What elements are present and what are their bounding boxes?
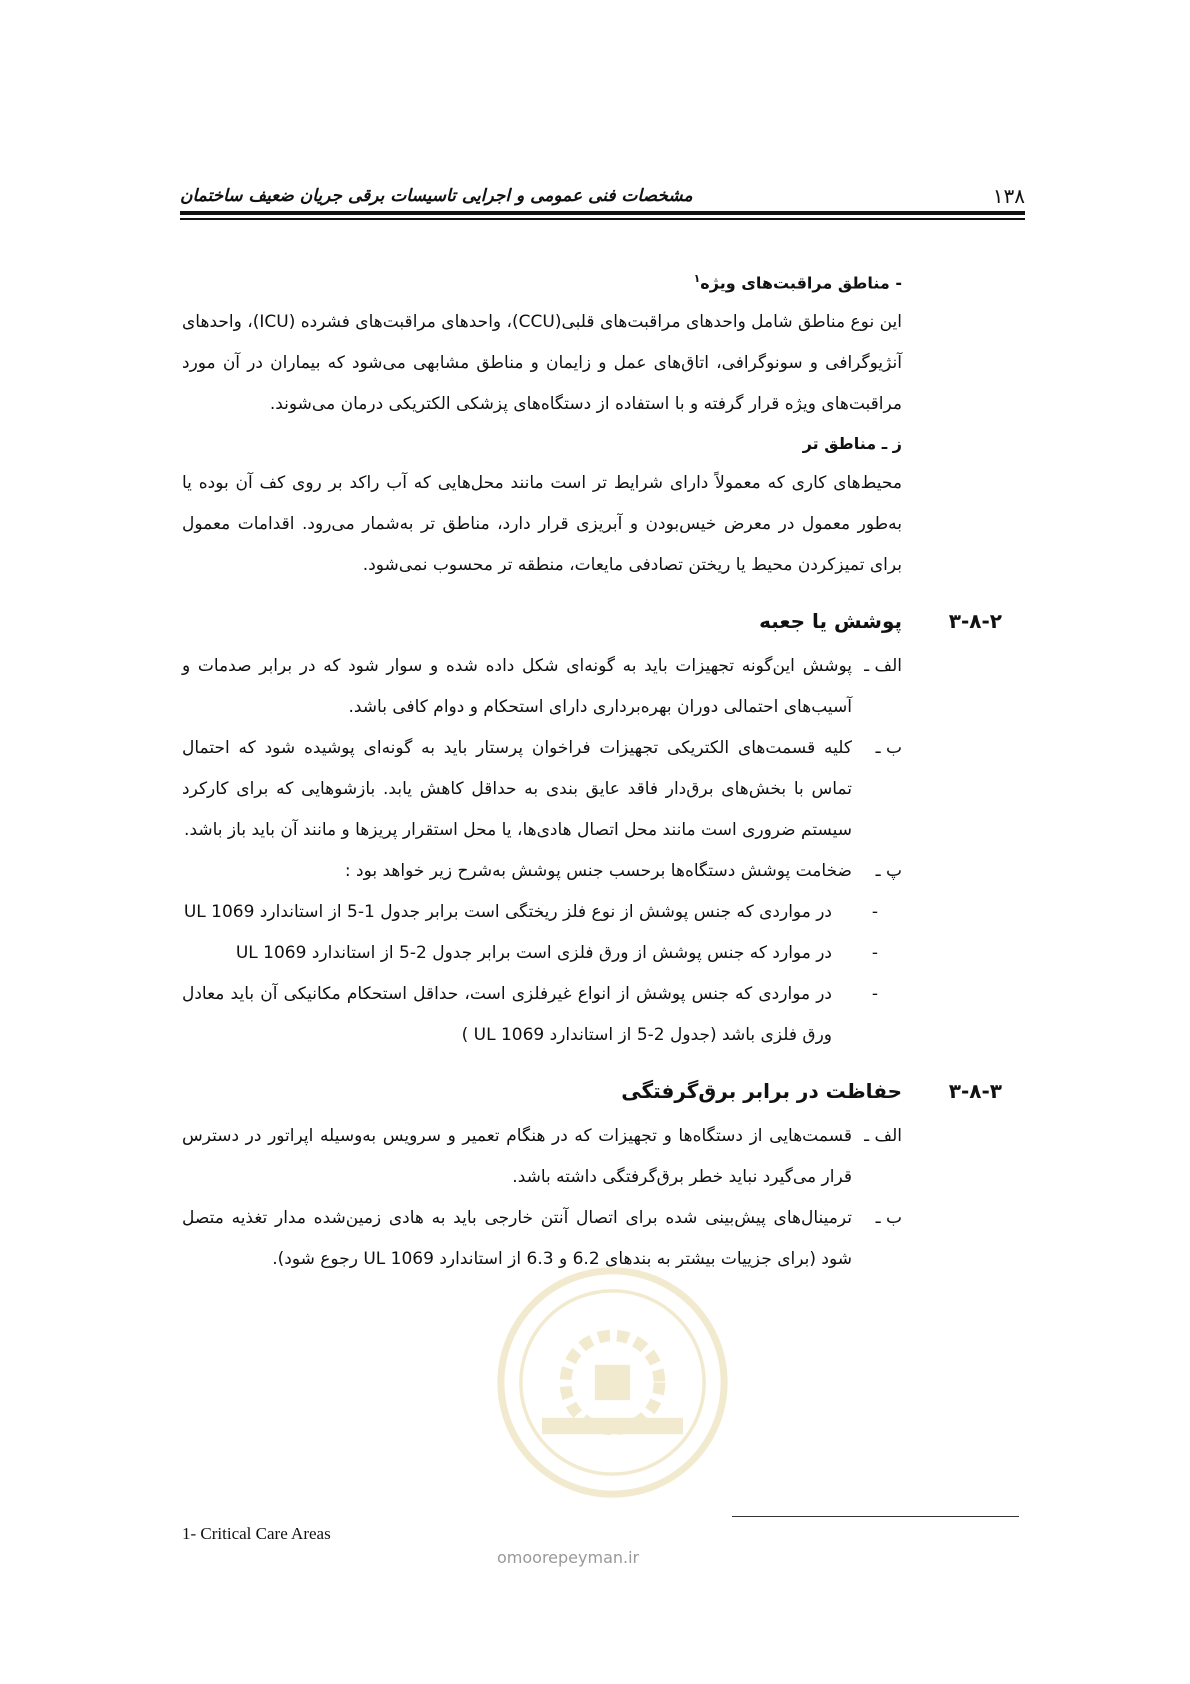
section-3-8-2-heading	[182, 600, 1002, 642]
watermark-seal-icon	[495, 1265, 730, 1500]
list-item: ب ـ ترمینال‌های پیش‌بینی شده برای اتصال آنتن خارجی باید به هادی زمین‌شده مدار تغذیه متصل شود (برای جزییات بیشتر به بندهای 6.2 و 6.3 از استاندارد UL 1069 رجوع شود).	[182, 1208, 902, 1270]
list-item: ب ـ کلیه قسمت‌های الکتریکی تجهیزات فراخوان پرستار باید به گونه‌ای پوشیده شود که احتمال تماس با بخش‌های برق‌دار فاقد عایق بندی به حداقل کاهش یابد. بازشوهایی که برای کارکرد سیستم ضروری است مانند محل اتصال هادی‌ها، یا محل استقرار پریزها و مانند آن باید باز باشد.	[182, 738, 902, 841]
page-number: ۱۳۸	[992, 184, 1025, 208]
list-item: - در مواردی که جنس پوشش از انواع غیرفلزی است، حداقل استحکام مکانیکی آن باید معادل ورق فلزی باشد (جدول 2-5 از استاندارد UL 1069 )	[182, 984, 878, 1046]
wet-areas-heading: ز ـ مناطق تر	[802, 434, 902, 454]
header-rule-thick	[180, 211, 1025, 215]
watermark-text: omoorepeyman.ir	[497, 1548, 640, 1567]
header-title: مشخصات فنی عمومی و اجرایی تاسیسات برقی جریان ضعیف ساختمان	[180, 186, 693, 206]
section-title: حفاظت در برابر برق‌گرفتگی	[621, 1079, 902, 1104]
list-item: الف ـ پوشش این‌گونه تجهیزات باید به گونه‌ای شکل داده شده و سوار شود که در برابر صدمات و آسیب‌های احتمالی دوران بهره‌برداری دارای استحکام و دوام کافی باشد.	[182, 656, 902, 718]
section-title: پوشش یا جعبه	[759, 609, 902, 634]
footnote-rule	[732, 1516, 1019, 1517]
list-item: الف ـ قسمت‌هایی از دستگاه‌ها و تجهیزات که در هنگام تعمیر و سرویس به‌وسیله اپراتور در دسترس قرار می‌گیرد نباید خطر برق‌گرفتگی داشته باشد.	[182, 1126, 902, 1188]
section-number: ۳-۸-۲	[948, 609, 1002, 634]
footnote-ref: ۱	[693, 272, 701, 285]
list-item: پ ـ ضخامت پوشش دستگاه‌ها برحسب جنس پوشش به‌شرح زیر خواهد بود :	[344, 861, 902, 882]
critical-care-text: این نوع مناطق شامل واحدهای مراقبت‌های قلبی(CCU)، واحدهای مراقبت‌های فشرده (ICU)، واحدهای آنژیوگرافی و سونوگرافی، اتاق‌های عمل و زایمان و مناطق مشابهی می‌شود که بیماران در آن مورد مراقبت‌های ویژه قرار گرفته و با استفاده از دستگاه‌های پزشکی الکتریکی درمان می‌شوند.	[182, 312, 902, 415]
wet-areas-text: محیط‌های کاری که معمولاً دارای شرایط تر است مانند محل‌هایی که آب راکد بر روی کف آن بوده یا به‌طور معمول در معرض خیس‌بودن و آبریزی قرار دارد، مناطق تر به‌شمار می‌رود. اقدامات معمول برای تمیزکردن محیط یا ریختن تصادفی مایعات، منطقه تر محسوب نمی‌شود.	[182, 473, 902, 576]
footnote: 1- Critical Care Areas	[182, 1524, 331, 1543]
list-item: - در موارد که جنس پوشش از ورق فلزی است برابر جدول 2-5 از استاندارد UL 1069	[235, 943, 878, 964]
list-item: - در مواردی که جنس پوشش از نوع فلز ریختگی است برابر جدول 1-5 از استاندارد UL 1069	[183, 902, 878, 923]
page-body	[182, 260, 1002, 1280]
header-rule-thin	[180, 218, 1025, 220]
section-3-8-3-heading	[182, 1070, 1002, 1112]
page-header	[180, 180, 1025, 228]
section-number: ۳-۸-۳	[948, 1079, 1002, 1104]
critical-care-heading: - مناطق مراقبت‌های ویژه$^۱$	[693, 272, 902, 293]
